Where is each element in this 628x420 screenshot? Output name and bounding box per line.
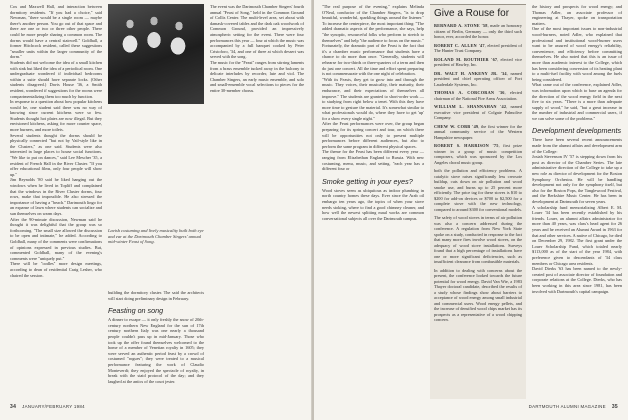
right-column-1 xyxy=(322,4,424,399)
give-a-rouse-sidebar xyxy=(430,4,526,399)
left-folio xyxy=(10,404,85,410)
paragraph: Wood stoves seem as ubiquitous as indoor plumbing in north country homes these days. Ever since the Arab oil embargo ten years ago, the topics of when your stove needs stoking, where to find a good chimney cleaner, and how well the newest splitting maul works are common conversational subjects all over the Dartmouth campus. xyxy=(322,187,424,221)
sidebar-title: Give a Rouse for xyxy=(434,8,510,19)
left-page xyxy=(0,0,312,420)
paragraph: building the dormitory cluster. The said the architects will start doing preliminary design in February. xyxy=(108,290,204,301)
paragraph: The theme for the Feast has been different every year — ranging from Elizabethan England to Russia. With new costuming, menu, music, and setting, "each year has a different four or xyxy=(322,149,424,172)
paragraph: Several students thought the dorms should be physically connected "but not by Vail-style like in the Clusters," as one said. Students were also interested in large places to house social functions. "We like to put on dances," said Lee Mescher '35, a resident of French Hall in the River Cluster. "If you offer educational films, only four people will show up." xyxy=(10,132,102,177)
entry-text: the first winner for the annual community service of the Western Hampshire newspaper. xyxy=(434,123,522,140)
paragraph: Cox and Maxwell Hall, and interaction between dormitory residents. "If you had a choice," said Newman, "there would be a single room — maybe there's another person. You go out of that space and there are one or two or three other people. There could be more people sharing a common room. The dorms would have a central stairwell." Goldhall, a former Hitchcock resident, called these suggestions "smaller units within the larger community of the dorm." xyxy=(10,4,102,60)
left-column-3 xyxy=(210,4,304,399)
paragraph: "With its Feasts, they get to grow into and through the music. They voices, their musicality, their maturity, their endurance, and their expectations of themselves all improve." The students are granted to short-order work — to studying from right below a tenet. With this they have more time to gesture the material. It's somewhat similar to what professionals would do, where they have to get 'up' for a show every single night." xyxy=(322,76,424,121)
section-heading-feasting: Feasting on song xyxy=(108,306,164,316)
issue-date: JANUARY/FEBRUARY 1984 xyxy=(22,404,85,409)
entry-name: ROLAND M. BOUTHIER '67 xyxy=(434,56,498,62)
rouse-entry: THOMAS A. CORCORAN '36, elected chairman of the National Fire Arms Association. xyxy=(434,90,522,101)
rouse-entry: ROLAND M. BOUTHIER '67, elected vice president of Hawley, Inc. xyxy=(434,56,522,67)
entry-name: ROBERT S. HARRISON '75 xyxy=(434,143,499,148)
paragraph: David Dierks '63 has been named to the newly-created post of associate director of foundation and corporate relations at the College. Dierks, who has been working in this area since 1981, has been involved with Dartmouth's capital campaign. xyxy=(532,266,622,294)
paragraph: Josiah Stevenson IV '57 is stepping down from his post as director of the Chamber Series. The late administrative direction of the College to take up a new role as director of development for the Boston Symphony Orchestra. He will be handling development not only for the symphony itself, but also for the Boston Pops, the Tanglewood Festival, and the Berkshire Music Center. He has been in development at Dartmouth for seven years. xyxy=(532,154,622,204)
entry-text: elected vice president of Hawley, Inc. xyxy=(434,56,522,67)
paragraph: Jim Reynolds '80 said he liked hanging out the windows when he lived in Topliff and complained that the windows in the River Cluster dorms, four rows, make that impossible. He also stressed the importance of having a "beach." Dartmouth lingo for an expanse of lawn where students can socialize and sun themselves on warm days. xyxy=(10,177,102,216)
right-column-3 xyxy=(532,4,622,399)
paragraph: Students did not welcome the idea of a small kitchen with sink but liked the idea of a periodical room. One undergraduate wondered if individual bedrooms within a suite should have separate locks. (Other students disagreed.) Davis House '36, a Smith resident, wondered if suggestions for the rooms were compartmentalizing them too much by function. xyxy=(10,59,102,99)
entry-text: named executive vice president of Colgate Palmolive Company. xyxy=(434,104,522,120)
section-heading-development: Development developments xyxy=(532,126,622,136)
paragraph: The safety of wood stoves in terms of air pollution was also a concern addressed during the conference. A regulation from New York State spoke on a study, conducted in response to the fact that many more fires involve wood stoves, on the adequacy of wood stove installations. Surveys found that a high percentage of installations have one or more significant deficiencies, such as insufficient clearance from combustible materials. xyxy=(434,215,522,264)
paragraph: A dinner to escape — it only freshly the snow of 20th-century northern New England for the sun of 17th century northern Italy was one nearly a thousand people couldn't pass up in mid-January. Those who took up the offer found themselves welcomed to the home of a member of Venetian royalty in 1605; they were served an authentic period feast by a crowd of costumed "rogues"; they were treated to a musical performance featuring the work of Claudio Monteverdi; they enjoyed the spectacle of royalty, in break with the staid protocol of the day; and they laughed at the antics of the court jester. xyxy=(108,317,204,384)
paragraph: After the Feast performances were over, the group began preparing for its spring concert and tour, on which there will be opportunities not only to present multiple performances before different audiences, but also to perform the same program in different physical spaces. xyxy=(322,121,424,149)
rouse-entry: ROBERT S. HARRISON '75, first prize winner in a group of music competition composers, which was sponsored by the Los Angeles choral music group. xyxy=(434,143,522,165)
left-column-2-lower xyxy=(108,290,204,399)
paragraph: There have been several recent announcements made from the alumni affairs and development arm of the College: xyxy=(532,137,622,154)
rouse-entry: DR. WALT H. ANKENY JR. '34, named president and chief operating officer of Fort Lauderdale Systems, Inc. xyxy=(434,70,522,87)
entry-name: CHEW W. COBB '49 xyxy=(434,123,479,129)
entry-name: ROBERT C. ALLEN '47 xyxy=(434,42,485,48)
entry-text: made an honorary citizen of Berlin, Germany — only the third such honor, ever, accorded the honor. xyxy=(434,23,522,39)
entry-text: elected president of The Hunter Trust Company. xyxy=(434,42,522,53)
paragraph: "The real purpose of the evening," explains Melinda O'Neal, conductor of the Chamber Singers, "is to drop beautiful, wonderful, sparkling things around the listener." To increase the centerpiece, the most important thing: "The added dramatic aspects of the performance, she says, help "the synoptic, resourceful folks who perform to stretch to themselves" and help "the audience to focus on the music." xyxy=(322,4,424,43)
photo-caption: Lavish costuming and lively musicality built both eye and ear at the Dartmouth Chamber Singers' annual mid-winter Feast of Song. xyxy=(108,228,204,245)
section-heading-smoke: Smoke getting in your eyes? xyxy=(322,176,413,186)
paragraph: Fortunately, the dramatic part of the Feast is the fact that it's a chamber music performance that students have a chance to do more than once. "Generally, students will rehearse for two-thirds or three-quarters of a term and then do just one concert. All the time and effort spent preparing is not commensurate with the one night of celebration. xyxy=(322,43,424,77)
right-page xyxy=(314,0,628,420)
chamber-singers-photo xyxy=(108,4,204,104)
rouse-entry: CHEW W. COBB '49, the first winner for the annual community service of the Western Hampshire newspaper. xyxy=(434,123,522,140)
entry-text: named president and chief operating officer of Fort Lauderdale Systems, Inc. xyxy=(434,70,522,87)
paragraph: A scholarship fund memorializing Albert E. M. Louer '34 has been recently established by his friends. Louer, an alumni affairs administrator for more than 40 years, was class's head agent for 26 years and he received an Alumni Award in 1963 for that and other services. A native of Chicago, he died on December 29, 1982. The first grant under the Louer Scholarship Fund, which totaled nearly $113,000 as of the start of the year 1984, with preference given to descendants of '34 class members or Chicago area residents. xyxy=(532,204,622,266)
entry-name: DR. WALT H. ANKENY JR. '34 xyxy=(434,70,507,76)
paragraph: After the 90-minute discussion, Newman said he thought it was delightful that the group was so forthcoming. "The small size allowed the discussion to be open and intimate," he added. According to Goldhall, many of the comments were confirmations of opinions expressed in previous studies. But, commented Goldhall, many of the evening's comments were "uniquely put." xyxy=(10,216,102,261)
rouse-entry: WILLIAM L. SHANNAHAN '42, named executive vice president of Colgate Palmolive Company. xyxy=(434,104,522,120)
entry-name: BERNARD A. STONE '58 xyxy=(434,23,488,28)
page-number: 35 xyxy=(611,404,618,410)
paragraph: There will be "oodles" more design meetings, according to dean of residential Craig Lesher, who chaired the session. xyxy=(10,261,102,278)
paragraph: In addition to dealing with concerns about the present, the conference looked towards the future potential for wood energy. David Van Wie, a 1983 Thayer doctoral candidate, described the results of a study whose findings show about barriers to acceptance of wood energy among small industrial and commercial users. Wood energy pellets, and the increase of densified wood chips market has its prospects as a representative of a wood chipping concern. xyxy=(434,267,522,322)
entry-name: WILLIAM L. SHANNAHAN '42 xyxy=(434,104,507,109)
paragraph: the history and prospects for wood energy; and Thomas Adler, an associate professor of engineering at Thayer, spoke on transportation matters. xyxy=(532,4,622,26)
paragraph: The music for the "Feast" ranges from stirring laments from a brass ensemble tucked away in the balcony to delicate interludes by recorder, lute and viol. The Chamber Singers, an early music ensemble, and solo and small-ensemble vocal selections to pieces for the entire 30-member chorus. xyxy=(210,59,304,93)
rouse-entry: BERNARD A. STONE '58, made an honorary citizen of Berlin, Germany — only the third such honor, ever, accorded the honor. xyxy=(434,23,522,39)
paragraph: One of the most important issues to non-industrial wood-burners, noted Adler, who explained that professional and institutional wood-burner users want to be assured of wood energy's reliability, convenience, and efficiency before committing themselves. He also noted that this is an issue of more than academic interest to the College, which has been considering conversion of its heating plant to a multi-fuel facility with wood among the fuels being considered. xyxy=(532,26,622,82)
page-number: 34 xyxy=(10,404,17,410)
magazine-name: DARTMOUTH ALUMNI MAGAZINE xyxy=(528,404,606,409)
paragraph: The event was the Dartmouth Chamber Singers' fourth annual "Feast of Song," held in the Common Ground of Collis Center. The multi-level area, set about with damask-covered tables and the dark oak woodwork of Common Ground, provided an impressively atmospheric setting for the event. There were four performances this year — four at which the music was accompanied by a full banquet cooked by Peter Cristoforo, '34, and one of three at which dessert was served with the song. xyxy=(210,4,304,60)
right-folio xyxy=(529,404,618,410)
paragraph: In response to a question about how popular kitchens would be, one student said there was no way of knowing since current kitchens were so few. Students thought hot plates are now illegal. But they envisioned kitchens, asking for more counter space, more burners, and more toilets. xyxy=(10,99,102,133)
paragraph: both the pollution and efficiency problems. A catalytic stove raises significantly less creosote buildup, cuts down on air pollution and wood smoke use, and burns up to 25 percent more efficiently. The price tag for these stoves is $10 to $200 for add-on devices or $700 to $2,500 for a complete stove with the new technology, compared to around $300 for conventional models. xyxy=(434,168,522,212)
entry-name: THOMAS A. CORCORAN '36 xyxy=(434,90,505,95)
left-column-1 xyxy=(10,4,102,399)
paragraph: What came out of the conference, explained Adler, was information upon which to base an agenda for the direction of the wood energy field in the next five to six years. "There is a more than adequate supply of wood," he said, "but a great increase in the number of industrial and commercial users, if we can solve some of the problems." xyxy=(532,82,622,121)
entry-text: elected chairman of the National Fire Arms Association. xyxy=(434,90,522,101)
rouse-entry: ROBERT C. ALLEN '47, elected president of The Hunter Trust Company. xyxy=(434,42,522,53)
entry-text: first prize winner in a group of music competition composers, which was sponsored by the Los Angeles choral music group. xyxy=(434,143,522,165)
